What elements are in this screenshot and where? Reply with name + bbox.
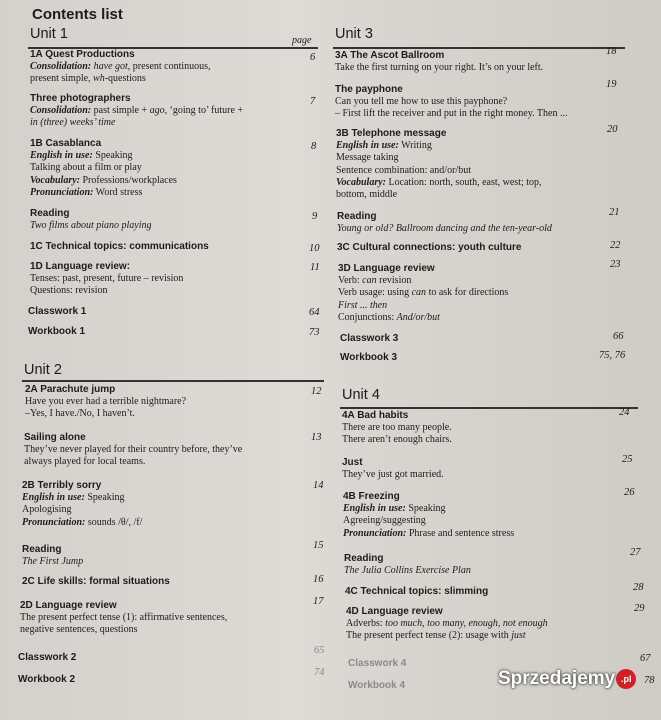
page-number: 12: [311, 386, 322, 397]
entry-heading: Classwork 1: [28, 306, 87, 317]
entry-reading-4: [344, 553, 471, 577]
page-number: 6: [310, 52, 316, 63]
unit-4-rule: [340, 407, 638, 409]
watermark-badge: .pl: [616, 669, 636, 689]
unit-4-heading: Unit 4: [342, 387, 380, 403]
entry-heading: 2C Life skills: formal situations: [22, 576, 170, 587]
entry-line: Tenses: past, present, future – revision: [30, 273, 184, 285]
entry-line: There aren’t enough chairs.: [342, 434, 452, 446]
entry-line: Consolidation: have got, present continuous,: [30, 61, 211, 73]
page-number: 22: [610, 240, 621, 251]
entry-line: English in use: Writing: [336, 140, 432, 152]
entry-line: Have you ever had a terrible nightmare?: [25, 396, 187, 408]
page-number: 27: [630, 547, 641, 558]
page-number: 78: [644, 675, 655, 686]
page-number: 19: [606, 79, 617, 90]
entry-heading: Classwork 3: [340, 333, 399, 344]
entry-heading: 3B Telephone message: [336, 128, 447, 139]
entry-workbook-3: [340, 352, 397, 364]
entry-line: Pronunciation: Phrase and sentence stress: [343, 527, 515, 539]
page-number: 67: [640, 653, 651, 664]
page-number: 9: [312, 211, 318, 222]
entry-heading: 4B Freezing: [343, 491, 400, 502]
page-number: 65: [314, 645, 325, 656]
entry-line: Apologising: [22, 504, 72, 516]
entry-1d: [30, 261, 183, 298]
page-number: 14: [313, 480, 324, 491]
page-number: 28: [633, 582, 644, 593]
entry-sailing-alone: [24, 432, 242, 469]
entry-2c: [22, 576, 170, 588]
entry-heading: 2A Parachute jump: [25, 384, 116, 395]
page-number: 8: [311, 141, 317, 152]
entry-heading: Workbook 2: [18, 674, 76, 685]
page-number: 18: [606, 46, 617, 57]
page-number: 21: [609, 207, 620, 218]
page-number: 10: [309, 243, 320, 254]
page-number: 17: [313, 596, 324, 607]
entry-1b: [30, 138, 177, 199]
page-number: 11: [310, 262, 320, 273]
page-column-label: page: [292, 35, 312, 46]
unit-1-heading: Unit 1: [30, 26, 68, 42]
entry-heading: Reading: [337, 211, 377, 222]
entry-reading-3: [337, 211, 552, 235]
entry-heading: 4A Bad habits: [342, 410, 409, 421]
entry-line: The Julia Collins Exercise Plan: [344, 565, 471, 577]
entry-workbook-2: [18, 674, 75, 686]
page-number: 25: [622, 454, 633, 465]
unit-2-rule: [22, 380, 324, 382]
entry-line: They’ve never played for their country before, they’ve: [24, 444, 243, 456]
entry-line: They’ve just got married.: [342, 469, 444, 481]
entry-line: – First lift the receiver and put in the right money. Then ...: [335, 108, 568, 120]
entry-2a: [25, 384, 186, 421]
entry-heading: Three photographers: [30, 93, 131, 104]
entry-line: First ... then: [338, 299, 388, 311]
entry-line: English in use: Speaking: [343, 503, 446, 515]
entry-heading: 2B Terribly sorry: [22, 480, 102, 491]
entry-line: negative sentences, questions: [20, 624, 138, 636]
entry-line: Can you tell me how to use this payphone?: [335, 96, 508, 108]
entry-line: Message taking: [336, 152, 399, 164]
entry-1a: [30, 49, 211, 86]
entry-line: Pronunciation: Word stress: [30, 186, 143, 198]
page-number: 66: [613, 331, 624, 342]
entry-workbook-1: [28, 326, 85, 338]
entry-classwork-2: [18, 652, 76, 664]
entry-line: bottom, middle: [336, 189, 398, 201]
entry-line: in (three) weeks’ time: [30, 117, 116, 129]
entry-heading: Reading: [22, 544, 62, 555]
entry-heading: Classwork 4: [348, 658, 407, 669]
entry-reading-1: [30, 208, 152, 232]
entry-1c: [30, 241, 209, 253]
watermark-text: Sprzedajemy: [498, 668, 616, 689]
page-number: 73: [309, 327, 320, 338]
entry-line: Conjunctions: And/or/but: [338, 311, 440, 323]
entry-line: Verb: can revision: [338, 275, 412, 287]
entry-line: Questions: revision: [30, 285, 108, 297]
entry-heading: Workbook 1: [28, 326, 86, 337]
entry-line: Talking about a film or play: [30, 162, 142, 174]
entry-3c: [337, 242, 521, 254]
page-number: 24: [619, 407, 630, 418]
page-number: 7: [310, 96, 316, 107]
page-number: 23: [610, 259, 621, 270]
entry-payphone: [335, 84, 567, 121]
entry-heading: 3D Language review: [338, 263, 435, 274]
entry-workbook-4: [348, 680, 405, 692]
page-number: 64: [309, 307, 320, 318]
entry-line: English in use: Speaking: [30, 150, 133, 162]
page-number: 74: [314, 667, 325, 678]
entry-line: Pronunciation: sounds /θ/, /f/: [22, 516, 143, 528]
entry-just: [342, 457, 444, 481]
entry-3d: [338, 263, 508, 324]
sprzedajemy-watermark: [498, 668, 636, 690]
page-number: 26: [624, 487, 635, 498]
entry-heading: 3A The Ascot Ballroom: [335, 50, 445, 61]
entry-line: The present perfect tense (2): usage with just: [346, 630, 526, 642]
entry-3b: [336, 128, 542, 201]
page-number: 13: [311, 432, 322, 443]
entry-4b: [343, 491, 514, 540]
entry-4c: [345, 586, 488, 598]
entry-heading: The payphone: [335, 84, 403, 95]
entry-line: Vocabulary: Location: north, south, east, west; top,: [336, 176, 542, 188]
entry-heading: Workbook 3: [340, 352, 398, 363]
entry-line: always played for local teams.: [24, 456, 146, 468]
page-number: 20: [607, 124, 618, 135]
entry-heading: 4C Technical topics: slimming: [345, 586, 489, 597]
unit-2-heading: Unit 2: [24, 362, 62, 378]
entry-line: Young or old? Ballroom dancing and the ten-year-old: [337, 223, 552, 235]
entry-line: English in use: Speaking: [22, 492, 125, 504]
entry-line: Verb usage: using can to ask for directions: [338, 287, 509, 299]
entry-line: The First Jump: [22, 556, 84, 568]
page-number: 15: [313, 540, 324, 551]
entry-line: There are too many people.: [342, 422, 452, 434]
entry-line: Two films about piano playing: [30, 220, 152, 232]
entry-4d: [346, 606, 548, 643]
page-title: Contents list: [32, 6, 123, 23]
entry-heading: 3C Cultural connections: youth culture: [337, 242, 522, 253]
entry-heading: 1C Technical topics: communications: [30, 241, 209, 252]
entry-3a: [335, 50, 543, 74]
entry-heading: 1D Language review:: [30, 261, 131, 272]
entry-heading: Reading: [30, 208, 70, 219]
entry-line: Adverbs: too much, too many, enough, not enough: [346, 618, 548, 630]
entry-heading: Sailing alone: [24, 432, 86, 443]
entry-heading: Classwork 2: [18, 652, 77, 663]
entry-line: Vocabulary: Professions/workplaces: [30, 174, 177, 186]
entry-classwork-1: [28, 306, 86, 318]
entry-reading-2: [22, 544, 83, 568]
entry-heading: Workbook 4: [348, 680, 406, 691]
entry-line: Sentence combination: and/or/but: [336, 164, 471, 176]
entry-heading: Reading: [344, 553, 384, 564]
entry-line: Consolidation: past simple + ago, ‘going to’ future +: [30, 105, 244, 117]
entry-classwork-3: [340, 333, 398, 345]
page-number: 16: [313, 574, 324, 585]
unit-3-rule: [333, 47, 625, 49]
entry-line: –Yes, I have./No, I haven’t.: [25, 408, 135, 420]
page-number: 29: [634, 603, 645, 614]
entry-line: Take the first turning on your right. It’s on your left.: [335, 62, 544, 74]
entry-classwork-4: [348, 658, 406, 670]
entry-three-photographers: [30, 93, 243, 130]
entry-2b: [22, 480, 142, 529]
entry-line: Agreeing/suggesting: [343, 515, 426, 527]
entry-4a: [342, 410, 452, 447]
unit-3-heading: Unit 3: [335, 26, 373, 42]
entry-line: present simple, wh-questions: [30, 73, 146, 85]
entry-line: The present perfect tense (1): affirmative sentences,: [20, 612, 228, 624]
page-number: 75, 76: [599, 350, 626, 361]
entry-heading: Just: [342, 457, 363, 468]
entry-heading: 1B Casablanca: [30, 138, 102, 149]
entry-heading: 4D Language review: [346, 606, 443, 617]
entry-heading: 1A Quest Productions: [30, 49, 135, 60]
entry-heading: 2D Language review: [20, 600, 117, 611]
entry-2d: [20, 600, 227, 637]
